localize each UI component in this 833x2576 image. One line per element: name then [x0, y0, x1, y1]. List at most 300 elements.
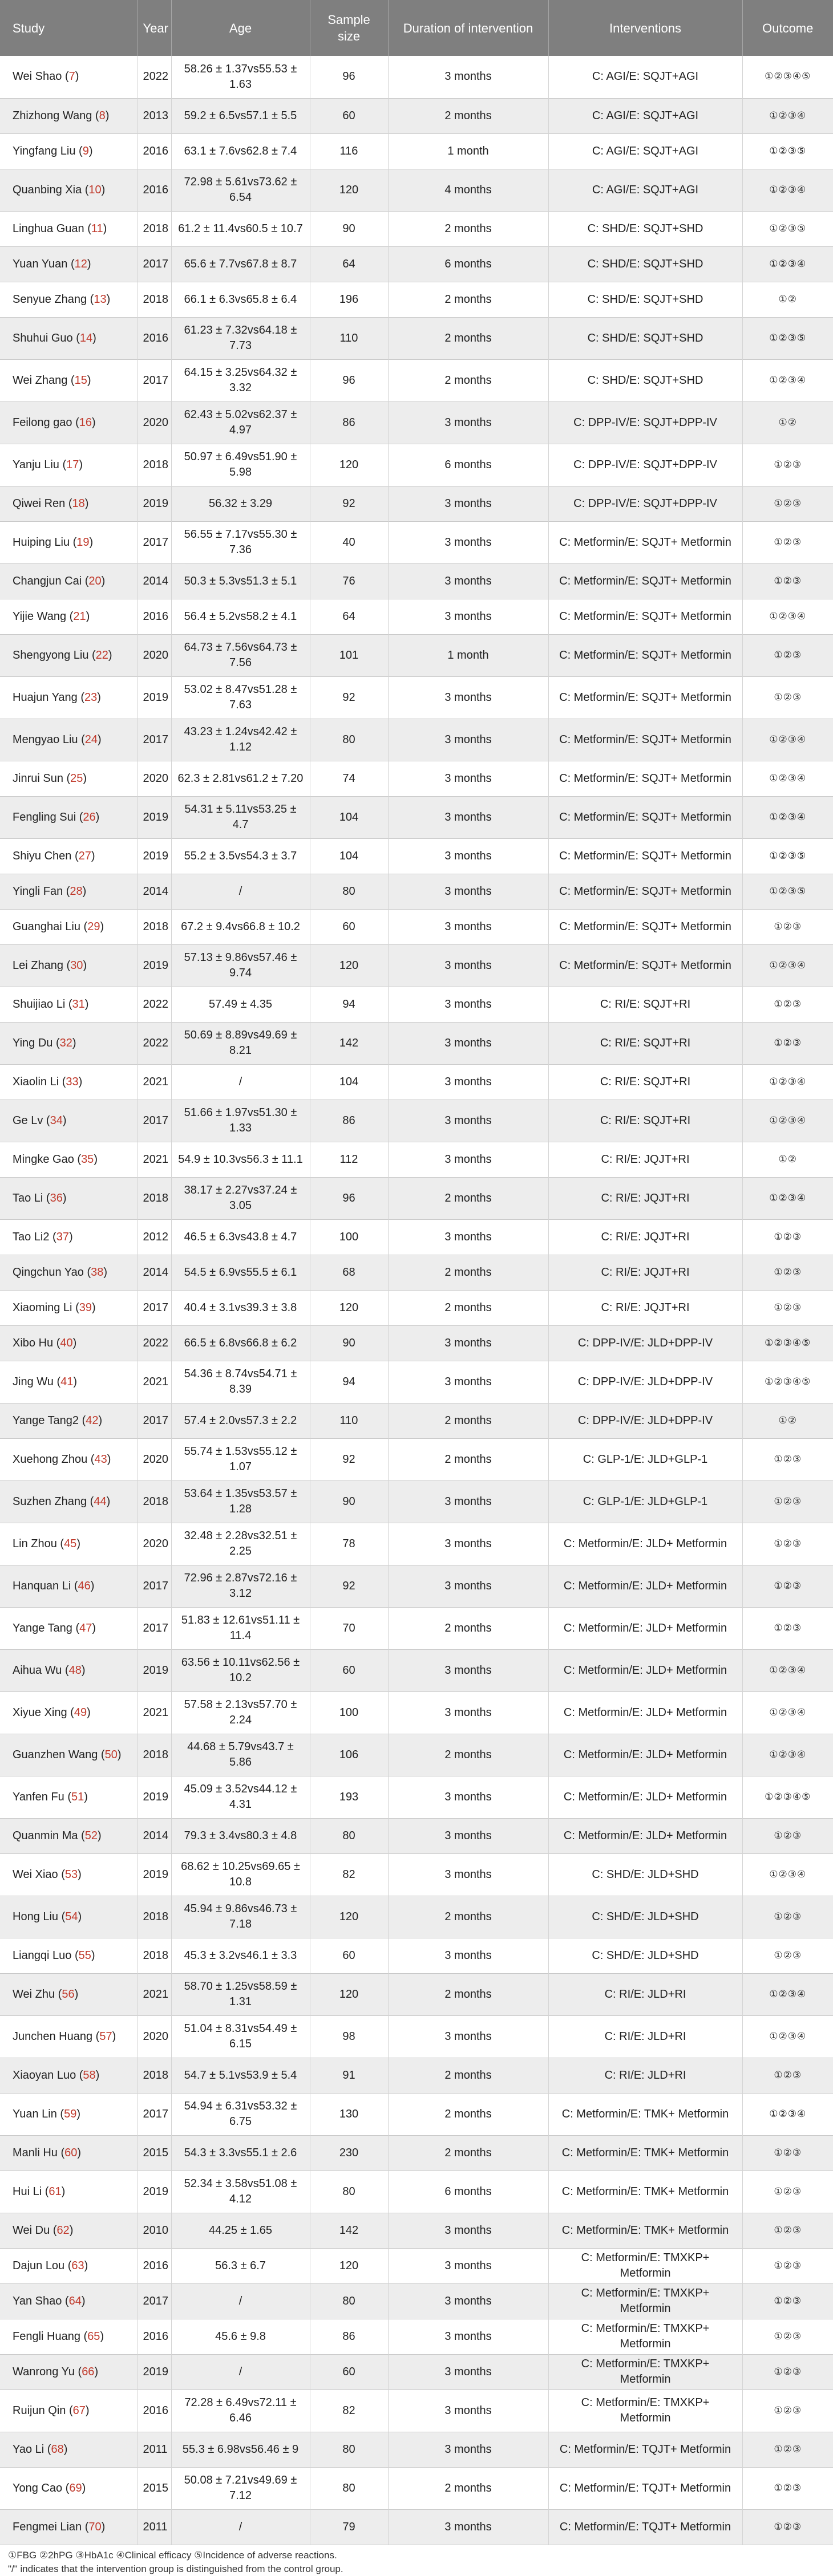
table-row: [0, 1523, 833, 1565]
sample-size-cell: 79: [310, 2509, 388, 2545]
year-cell: 2019: [137, 486, 171, 521]
study-author: Lin Zhou: [13, 1537, 57, 1550]
study-author: Jing Wu: [13, 1375, 54, 1388]
citation-link[interactable]: 56: [62, 1987, 75, 2001]
citation-link[interactable]: 69: [69, 2481, 82, 2494]
study-cell: Wei Zhu (56): [0, 1973, 137, 2015]
outcome-cell: ①②③④: [769, 1749, 807, 1760]
table-row: [0, 1649, 833, 1691]
sample-size-cell: 110: [310, 1403, 388, 1438]
interventions-cell: C: AGI/E: SQJT+AGI: [548, 169, 742, 211]
outcome-cell: ①②③: [774, 1580, 802, 1592]
duration-cell: 3 months: [388, 2509, 548, 2545]
table-row: [0, 1255, 833, 1290]
interventions-cell: C: Metformin/E: TQJT+ Metformin: [548, 2467, 742, 2509]
study-author: Xibo Hu: [13, 1336, 54, 1349]
duration-cell: 3 months: [388, 2213, 548, 2248]
year-cell: 2018: [137, 1480, 171, 1523]
study-author: Yao Li: [13, 2443, 45, 2456]
study-cell: Fengling Sui (26): [0, 796, 137, 838]
citation-link[interactable]: 8: [99, 109, 106, 122]
age-cell: 61.2 ± 11.4vs60.5 ± 10.7: [171, 211, 310, 246]
study-cell: Hanquan Li (46): [0, 1565, 137, 1607]
age-cell: 72.28 ± 6.49vs72.11 ± 6.46: [171, 2390, 310, 2432]
citation-link[interactable]: 29: [87, 920, 100, 933]
citation-link[interactable]: 33: [66, 1075, 79, 1088]
duration-cell: 2 months: [388, 317, 548, 359]
outcome-cell: ①②③: [774, 2147, 802, 2159]
citation-link[interactable]: 43: [94, 1453, 107, 1466]
outcome-cell: ①②③④: [769, 2030, 807, 2042]
table-row: [0, 1438, 833, 1480]
study-author: Tao Li2: [13, 1230, 50, 1243]
citation-link[interactable]: 7: [68, 70, 75, 83]
citation-link[interactable]: 48: [68, 1664, 82, 1677]
sample-size-cell: 60: [310, 2354, 388, 2390]
interventions-cell: C: RI/E: JQJT+RI: [548, 1177, 742, 1219]
interventions-cell: C: Metformin/E: TQJT+ Metformin: [548, 2509, 742, 2545]
outcome-cell: ①②③④: [769, 1192, 807, 1204]
interventions-cell: C: AGI/E: SQJT+AGI: [548, 98, 742, 133]
year-cell: 2018: [137, 444, 171, 486]
table-row: [0, 2509, 833, 2545]
year-cell: 2022: [137, 56, 171, 98]
study-cell: Tao Li (36): [0, 1177, 137, 1219]
year-cell: 2017: [137, 1100, 171, 1142]
citation-link[interactable]: 19: [76, 536, 90, 549]
interventions-cell: C: RI/E: JLD+RI: [548, 1973, 742, 2015]
interventions-cell: C: SHD/E: SQJT+SHD: [548, 317, 742, 359]
header-cell: Age: [171, 0, 310, 56]
table-header-row: [0, 0, 833, 56]
interventions-cell: C: Metformin/E: JLD+ Metformin: [548, 1776, 742, 1818]
citation-link[interactable]: 65: [87, 2330, 100, 2343]
table-row: [0, 1361, 833, 1403]
study-cell: Shiyu Chen (27): [0, 838, 137, 874]
citation-link[interactable]: 68: [51, 2443, 64, 2456]
duration-cell: 3 months: [388, 719, 548, 761]
table-row: [0, 1607, 833, 1649]
citation-link[interactable]: 70: [88, 2520, 102, 2533]
outcome-cell: ①②③⑤: [769, 332, 807, 344]
citation-link[interactable]: 12: [74, 257, 87, 270]
year-cell: 2013: [137, 98, 171, 133]
outcome-cell: ①②③: [774, 1495, 802, 1507]
citation-link[interactable]: 28: [70, 885, 83, 898]
age-cell: 50.08 ± 7.21vs49.69 ± 7.12: [171, 2467, 310, 2509]
study-author: Ge Lv: [13, 1114, 43, 1127]
age-cell: 58.26 ± 1.37vs55.53 ± 1.63: [171, 56, 310, 98]
citation-link[interactable]: 54: [65, 1910, 78, 1923]
age-cell: 66.1 ± 6.3vs65.8 ± 6.4: [171, 282, 310, 317]
study-cell: Changjun Cai (20): [0, 563, 137, 599]
study-author: Fengli Huang: [13, 2330, 80, 2343]
study-author: Feilong gao: [13, 416, 72, 429]
citation-link[interactable]: 27: [78, 849, 91, 862]
citation-link[interactable]: 26: [83, 810, 96, 823]
study-author: Yingfang Liu: [13, 144, 76, 157]
interventions-cell: C: Metformin/E: SQJT+ Metformin: [548, 719, 742, 761]
study-author: Tao Li: [13, 1191, 43, 1204]
citation-link[interactable]: 25: [70, 772, 83, 785]
citation-link[interactable]: 36: [50, 1191, 63, 1204]
study-cell: Qiwei Ren (18): [0, 486, 137, 521]
citation-link[interactable]: 64: [68, 2294, 82, 2307]
sample-size-cell: 120: [310, 444, 388, 486]
interventions-cell: C: DPP-IV/E: SQJT+DPP-IV: [548, 401, 742, 444]
duration-cell: 3 months: [388, 909, 548, 944]
interventions-cell: C: Metformin/E: JLD+ Metformin: [548, 1691, 742, 1734]
year-cell: 2018: [137, 1896, 171, 1938]
table-row: [0, 874, 833, 909]
citation-link[interactable]: 38: [91, 1265, 104, 1279]
table-row: [0, 1973, 833, 2015]
study-author: Hanquan Li: [13, 1579, 71, 1592]
citation-link[interactable]: 39: [79, 1301, 92, 1314]
study-author: Yan Shao: [13, 2294, 62, 2307]
sample-size-cell: 90: [310, 211, 388, 246]
duration-cell: 3 months: [388, 796, 548, 838]
sample-size-cell: 112: [310, 1142, 388, 1177]
citation-link[interactable]: 23: [84, 691, 98, 704]
age-cell: 38.17 ± 2.27vs37.24 ± 3.05: [171, 1177, 310, 1219]
sample-size-cell: 76: [310, 563, 388, 599]
study-cell: Yao Li (68): [0, 2432, 137, 2467]
table-row: [0, 2390, 833, 2432]
age-cell: 55.2 ± 3.5vs54.3 ± 3.7: [171, 838, 310, 874]
outcome-cell: ①②③④: [769, 1076, 807, 1088]
table-row: [0, 1691, 833, 1734]
age-cell: 64.15 ± 3.25vs64.32 ± 3.32: [171, 359, 310, 401]
table-row: [0, 521, 833, 563]
citation-link[interactable]: 11: [91, 222, 103, 235]
sample-size-cell: 104: [310, 838, 388, 874]
interventions-cell: C: Metformin/E: SQJT+ Metformin: [548, 909, 742, 944]
duration-cell: 3 months: [388, 1480, 548, 1523]
study-cell: Shuhui Guo (14): [0, 317, 137, 359]
sample-size-cell: 120: [310, 944, 388, 987]
age-cell: 45.6 ± 9.8: [171, 2319, 310, 2354]
study-cell: Huiping Liu (19): [0, 521, 137, 563]
sample-size-cell: 80: [310, 874, 388, 909]
year-cell: 2014: [137, 1818, 171, 1853]
outcome-cell: ①②③④: [769, 772, 807, 784]
interventions-cell: C: Metformin/E: TMXKP+ Metformin: [548, 2283, 742, 2319]
sample-size-cell: 116: [310, 133, 388, 169]
study-cell: Wei Zhang (15): [0, 359, 137, 401]
sample-size-cell: 86: [310, 401, 388, 444]
sample-size-cell: 94: [310, 987, 388, 1022]
outcome-cell: ①②: [778, 293, 797, 305]
age-cell: 50.97 ± 6.49vs51.90 ± 5.98: [171, 444, 310, 486]
age-cell: 56.4 ± 5.2vs58.2 ± 4.1: [171, 599, 310, 634]
year-cell: 2016: [137, 599, 171, 634]
interventions-cell: C: RI/E: SQJT+RI: [548, 987, 742, 1022]
citation-link[interactable]: 51: [71, 1790, 84, 1803]
citation-link[interactable]: 59: [64, 2107, 77, 2120]
duration-cell: 3 months: [388, 944, 548, 987]
year-cell: 2019: [137, 796, 171, 838]
age-cell: 61.23 ± 7.32vs64.18 ± 7.73: [171, 317, 310, 359]
outcome-cell: ①②③⑤: [769, 885, 807, 897]
interventions-cell: C: Metformin/E: JLD+ Metformin: [548, 1565, 742, 1607]
citation-link[interactable]: 40: [60, 1336, 73, 1349]
sample-size-cell: 96: [310, 359, 388, 401]
table-row: [0, 2135, 833, 2171]
study-author: Linghua Guan: [13, 222, 84, 235]
duration-cell: 4 months: [388, 169, 548, 211]
sample-size-cell: 86: [310, 2319, 388, 2354]
year-cell: 2017: [137, 1403, 171, 1438]
citation-link[interactable]: 58: [83, 2068, 96, 2082]
interventions-cell: C: RI/E: SQJT+RI: [548, 1022, 742, 1064]
outcome-cell: ①②③④: [769, 184, 807, 196]
citation-link[interactable]: 13: [94, 293, 107, 306]
year-cell: 2014: [137, 874, 171, 909]
interventions-cell: C: Metformin/E: TMK+ Metformin: [548, 2093, 742, 2135]
year-cell: 2018: [137, 1734, 171, 1776]
study-author: Qiwei Ren: [13, 497, 66, 510]
interventions-cell: C: RI/E: JLD+RI: [548, 2058, 742, 2093]
citation-link[interactable]: 42: [86, 1414, 99, 1427]
study-author: Xiaolin Li: [13, 1075, 59, 1088]
table-row: [0, 1818, 833, 1853]
year-cell: 2019: [137, 1649, 171, 1691]
age-cell: 54.94 ± 6.31vs53.32 ± 6.75: [171, 2093, 310, 2135]
study-cell: Zhizhong Wang (8): [0, 98, 137, 133]
interventions-cell: C: Metformin/E: JLD+ Metformin: [548, 1818, 742, 1853]
duration-cell: 6 months: [388, 246, 548, 282]
interventions-cell: C: RI/E: JQJT+RI: [548, 1142, 742, 1177]
study-cell: Wei Xiao (53): [0, 1853, 137, 1896]
year-cell: 2017: [137, 1290, 171, 1325]
citation-link[interactable]: 63: [71, 2259, 84, 2272]
age-cell: 63.56 ± 10.11vs62.56 ± 10.2: [171, 1649, 310, 1691]
citation-link[interactable]: 10: [88, 183, 102, 196]
study-cell: Lei Zhang (30): [0, 944, 137, 987]
citation-link[interactable]: 47: [79, 1621, 92, 1634]
interventions-cell: C: SHD/E: SQJT+SHD: [548, 282, 742, 317]
footnote-outcome-legend: ①FBG ②2hPG ③HbA1c ④Clinical efficacy ⑤Incidence of adverse reactions.: [8, 2549, 337, 2561]
duration-cell: 3 months: [388, 987, 548, 1022]
sample-size-cell: 80: [310, 719, 388, 761]
citation-link[interactable]: 34: [50, 1114, 63, 1127]
header-cell: Duration of intervention: [388, 0, 548, 56]
outcome-cell: ①②③: [774, 1231, 802, 1243]
study-author: Manli Hu: [13, 2146, 58, 2159]
interventions-cell: C: Metformin/E: TMK+ Metformin: [548, 2213, 742, 2248]
interventions-cell: C: SHD/E: SQJT+SHD: [548, 359, 742, 401]
study-cell: Wanrong Yu (66): [0, 2354, 137, 2390]
citation-link[interactable]: 30: [70, 959, 83, 972]
study-author: Wei Shao: [13, 70, 62, 83]
study-author: Yanju Liu: [13, 458, 59, 471]
duration-cell: 3 months: [388, 761, 548, 796]
citation-link[interactable]: 49: [74, 1706, 87, 1719]
citation-link[interactable]: 61: [48, 2185, 62, 2198]
table-row: [0, 838, 833, 874]
outcome-cell: ①②③⑤: [769, 850, 807, 862]
age-cell: 43.23 ± 1.24vs42.42 ± 1.12: [171, 719, 310, 761]
citation-link[interactable]: 53: [64, 1868, 78, 1881]
study-cell: Yingli Fan (28): [0, 874, 137, 909]
study-cell: Guanghai Liu (29): [0, 909, 137, 944]
interventions-cell: C: Metformin/E: JLD+ Metformin: [548, 1523, 742, 1565]
study-author: Wei Xiao: [13, 1868, 58, 1881]
citation-link[interactable]: 22: [95, 648, 108, 662]
interventions-cell: C: Metformin/E: TMK+ Metformin: [548, 2171, 742, 2213]
citation-link[interactable]: 55: [78, 1949, 91, 1962]
citation-link[interactable]: 52: [84, 1829, 98, 1842]
age-cell: 40.4 ± 3.1vs39.3 ± 3.8: [171, 1290, 310, 1325]
duration-cell: 2 months: [388, 2135, 548, 2171]
study-cell: Dajun Lou (63): [0, 2248, 137, 2283]
year-cell: 2014: [137, 563, 171, 599]
outcome-cell: ①②③④⑤: [765, 1376, 811, 1388]
sample-size-cell: 110: [310, 317, 388, 359]
citation-link[interactable]: 21: [73, 610, 86, 623]
study-author: Lei Zhang: [13, 959, 63, 972]
study-author: Huiping Liu: [13, 536, 70, 549]
sample-size-cell: 92: [310, 486, 388, 521]
year-cell: 2017: [137, 2283, 171, 2319]
study-cell: Ge Lv (34): [0, 1100, 137, 1142]
citation-link[interactable]: 17: [66, 458, 79, 471]
age-cell: 57.49 ± 4.35: [171, 987, 310, 1022]
study-author: Xuehong Zhou: [13, 1453, 88, 1466]
age-cell: /: [171, 1064, 310, 1100]
duration-cell: 2 months: [388, 98, 548, 133]
study-cell: Shengyong Liu (22): [0, 634, 137, 676]
age-cell: 54.36 ± 8.74vs54.71 ± 8.39: [171, 1361, 310, 1403]
duration-cell: 2 months: [388, 1290, 548, 1325]
citation-link[interactable]: 14: [79, 331, 93, 344]
study-author: Guanghai Liu: [13, 920, 80, 933]
citation-link[interactable]: 66: [82, 2365, 95, 2378]
duration-cell: 3 months: [388, 676, 548, 719]
citation-link[interactable]: 32: [59, 1036, 72, 1049]
year-cell: 2022: [137, 1325, 171, 1361]
study-author: Ruijun Qin: [13, 2404, 66, 2417]
citation-link[interactable]: 45: [64, 1537, 77, 1550]
study-author: Wei Zhang: [13, 374, 68, 387]
table-row: [0, 1480, 833, 1523]
citation-link[interactable]: 60: [64, 2146, 78, 2159]
citation-link[interactable]: 31: [72, 997, 85, 1011]
study-author: Hui Li: [13, 2185, 42, 2198]
duration-cell: 3 months: [388, 1219, 548, 1255]
age-cell: 59.2 ± 6.5vs57.1 ± 5.5: [171, 98, 310, 133]
age-cell: 58.70 ± 1.25vs58.59 ± 1.31: [171, 1973, 310, 2015]
duration-cell: 3 months: [388, 874, 548, 909]
duration-cell: 2 months: [388, 1734, 548, 1776]
outcome-cell: ①②③: [774, 920, 802, 932]
year-cell: 2018: [137, 282, 171, 317]
citation-link[interactable]: 37: [56, 1230, 69, 1243]
study-cell: Senyue Zhang (13): [0, 282, 137, 317]
sample-size-cell: 60: [310, 909, 388, 944]
study-author: Liangqi Luo: [13, 1949, 72, 1962]
study-author: Ying Du: [13, 1036, 53, 1049]
sample-size-cell: 40: [310, 521, 388, 563]
duration-cell: 3 months: [388, 599, 548, 634]
outcome-cell: ①②③: [774, 2069, 802, 2081]
citation-link[interactable]: 46: [78, 1579, 91, 1592]
table-row: [0, 317, 833, 359]
citation-link[interactable]: 62: [56, 2224, 70, 2237]
study-cell: Yanju Liu (17): [0, 444, 137, 486]
study-author: Yuan Lin: [13, 2107, 57, 2120]
age-cell: 72.96 ± 2.87vs72.16 ± 3.12: [171, 1565, 310, 1607]
sample-size-cell: 92: [310, 676, 388, 719]
duration-cell: 3 months: [388, 1938, 548, 1973]
citation-link[interactable]: 35: [81, 1153, 94, 1166]
interventions-cell: C: Metformin/E: SQJT+ Metformin: [548, 874, 742, 909]
citation-link[interactable]: 67: [72, 2404, 86, 2417]
study-cell: Feilong gao (16): [0, 401, 137, 444]
duration-cell: 3 months: [388, 1691, 548, 1734]
age-cell: 44.25 ± 1.65: [171, 2213, 310, 2248]
study-cell: Quanmin Ma (52): [0, 1818, 137, 1853]
interventions-cell: C: SHD/E: SQJT+SHD: [548, 211, 742, 246]
interventions-cell: C: GLP-1/E: JLD+GLP-1: [548, 1480, 742, 1523]
duration-cell: 3 months: [388, 1142, 548, 1177]
outcome-cell: ①②③: [774, 1453, 802, 1465]
sample-size-cell: 230: [310, 2135, 388, 2171]
citation-link[interactable]: 16: [79, 416, 92, 429]
header-cell: Year: [137, 0, 171, 56]
citation-link[interactable]: 57: [99, 2030, 112, 2043]
citation-link[interactable]: 18: [72, 497, 85, 510]
header-cell: Interventions: [548, 0, 742, 56]
outcome-cell: ①②③④: [769, 733, 807, 745]
citation-link[interactable]: 41: [60, 1375, 74, 1388]
study-cell: Wei Shao (7): [0, 56, 137, 98]
interventions-cell: C: Metformin/E: JLD+ Metformin: [548, 1734, 742, 1776]
study-author: Wei Zhu: [13, 1987, 55, 2001]
citation-link[interactable]: 15: [74, 374, 87, 387]
citation-link[interactable]: 50: [104, 1748, 118, 1761]
year-cell: 2019: [137, 2354, 171, 2390]
outcome-cell: ①②③: [774, 1538, 802, 1549]
table-row: [0, 2283, 833, 2319]
citation-link[interactable]: 44: [94, 1495, 107, 1508]
citation-link[interactable]: 9: [82, 144, 89, 157]
study-author: Yange Tang2: [13, 1414, 79, 1427]
citation-link[interactable]: 24: [84, 733, 98, 746]
header-cell: Study: [0, 0, 137, 56]
outcome-cell: ①②③④⑤: [765, 71, 811, 83]
outcome-cell: ①②③: [774, 2259, 802, 2271]
outcome-cell: ①②③: [774, 2185, 802, 2197]
age-cell: 52.34 ± 3.58vs51.08 ± 4.12: [171, 2171, 310, 2213]
duration-cell: 3 months: [388, 1064, 548, 1100]
age-cell: 50.69 ± 8.89vs49.69 ± 8.21: [171, 1022, 310, 1064]
outcome-cell: ①②③⑤: [769, 145, 807, 157]
study-cell: Xiyue Xing (49): [0, 1691, 137, 1734]
sample-size-cell: 64: [310, 599, 388, 634]
interventions-cell: C: Metformin/E: JLD+ Metformin: [548, 1607, 742, 1649]
study-author: Mingke Gao: [13, 1153, 74, 1166]
year-cell: 2018: [137, 1938, 171, 1973]
study-author: Yuan Yuan: [13, 257, 68, 270]
citation-link[interactable]: 20: [88, 574, 102, 587]
sample-size-cell: 86: [310, 1100, 388, 1142]
interventions-cell: C: Metformin/E: SQJT+ Metformin: [548, 563, 742, 599]
age-cell: 54.9 ± 10.3vs56.3 ± 11.1: [171, 1142, 310, 1177]
interventions-cell: C: GLP-1/E: JLD+GLP-1: [548, 1438, 742, 1480]
interventions-cell: C: Metformin/E: SQJT+ Metformin: [548, 796, 742, 838]
